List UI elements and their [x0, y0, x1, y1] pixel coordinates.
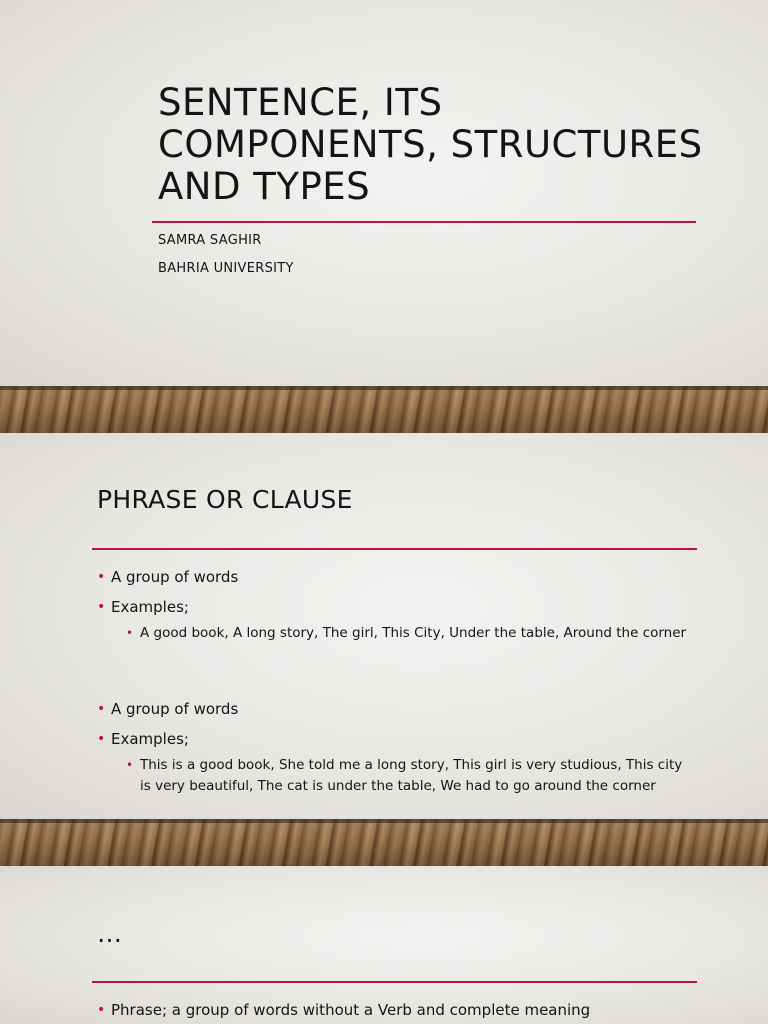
- list-item: [97, 567, 697, 587]
- heading-divider: [92, 981, 697, 983]
- bullet-text: A group of words: [111, 568, 239, 586]
- bullet-text: Examples;: [111, 730, 189, 748]
- wood-floor-divider: [0, 386, 768, 433]
- slide-continuation: [0, 866, 768, 1024]
- bullet-list-1: [97, 567, 697, 654]
- list-item: [97, 699, 697, 719]
- sub-bullet-text: A good book, A long story, The girl, This City, Under the table, Around the corner: [140, 625, 687, 641]
- wood-floor-divider: [0, 819, 768, 866]
- bullet-text: A group of words: [111, 700, 239, 718]
- heading-divider: [92, 548, 697, 550]
- author-name: SAMRA SAGHIR: [158, 233, 262, 248]
- bullet-list-3: [97, 1000, 697, 1024]
- slide-phrase-or-clause: [0, 433, 768, 819]
- title-divider: [152, 221, 696, 223]
- slide-heading: …: [97, 919, 123, 948]
- presentation-title: SENTENCE, ITS COMPONENTS, STRUCTURES AND TYPES: [158, 81, 703, 208]
- slide-title: [0, 0, 768, 386]
- list-item: [97, 729, 697, 797]
- bullet-list-2: [97, 699, 697, 807]
- institution-name: BAHRIA UNIVERSITY: [158, 261, 294, 276]
- bullet-text: Examples;: [111, 598, 189, 616]
- bullet-text: Phrase; a group of words without a Verb and complete meaning: [111, 1001, 591, 1019]
- sub-list-item: [111, 623, 697, 644]
- sub-list-item: [111, 755, 697, 797]
- sub-bullet-text: This is a good book, She told me a long story, This girl is very studious, This city is very beautiful, The cat is under the table, We had to go around the corner: [140, 757, 683, 794]
- slide-heading: PHRASE OR CLAUSE: [97, 485, 353, 514]
- list-item: [97, 1000, 697, 1020]
- list-item: [97, 597, 697, 644]
